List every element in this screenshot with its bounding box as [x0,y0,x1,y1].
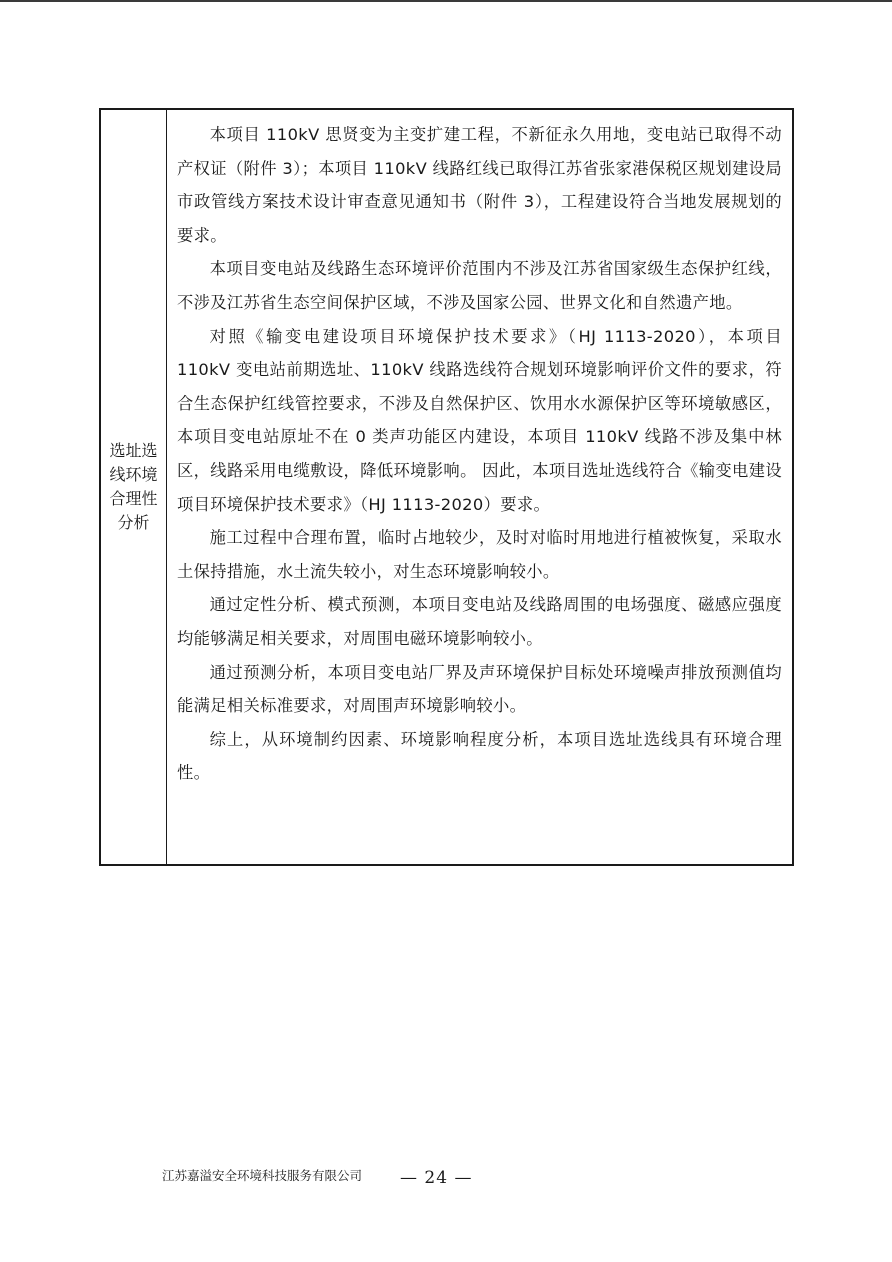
content-table [99,108,794,866]
paragraph-technical-requirements: 对照《输变电建设项目环境保护技术要求》（HJ 1113-2020），本项目 110kV 变电站前期选址、110kV 线路选线符合规划环境影响评价文件的要求，符合生态保护红线管控要求，不涉及自然保护区、饮用水水源保护区等环境敏感区，本项目变电站原址不在 0 类声功能区内建设，本项目 110kV 线路不涉及集中林区，线路采用电缆敷设，降低环境影响。 因此，本项目选址选线符合《输变电建设项目环境保护技术要求》（HJ 1113-2020）要求。 [177,326,782,514]
footer-page-number: — 24 — [400,1168,473,1188]
table-content-cell [167,110,792,864]
table-row-label: 选址选线环境合理性分析 [109,441,158,532]
paragraph-electromagnetic: 通过定性分析、模式预测，本项目变电站及线路周围的电场强度、磁感应强度均能够满足相关要求，对周围电磁环境影响较小。 [177,595,782,648]
paragraph-noise: 通过预测分析，本项目变电站厂界及声环境保护目标处环境噪声排放预测值均能满足相关标准要求，对周围声环境影响较小。 [177,662,782,716]
footer-company-name: 江苏嘉溢安全环境科技服务有限公司 [162,1168,363,1183]
paragraph-land-use: 本项目 110kV 思贤变为主变扩建工程，不新征永久用地，变电站已取得不动产权证（附件 3）；本项目 110kV 线路红线已取得江苏省张家港保税区规划建设局市政管线方案技术设计审查意见通知书（附件 3），工程建设符合当地发展规划的要求。 [177,125,782,245]
table-label-cell [101,110,167,864]
page-footer [0,1166,892,1190]
paragraph-ecological-redline: 本项目变电站及线路生态环境评价范围内不涉及江苏省国家级生态保护红线，不涉及江苏省生态空间保护区域，不涉及国家公园、世界文化和自然遗产地。 [177,259,782,312]
paragraph-construction: 施工过程中合理布置，临时占地较少，及时对临时用地进行植被恢复，采取水土保持措施，水土流失较小，对生态环境影响较小。 [177,528,782,581]
paragraph-conclusion: 综上，从环境制约因素、环境影响程度分析，本项目选址选线具有环境合理性。 [177,729,782,783]
page-top-border [0,0,892,2]
